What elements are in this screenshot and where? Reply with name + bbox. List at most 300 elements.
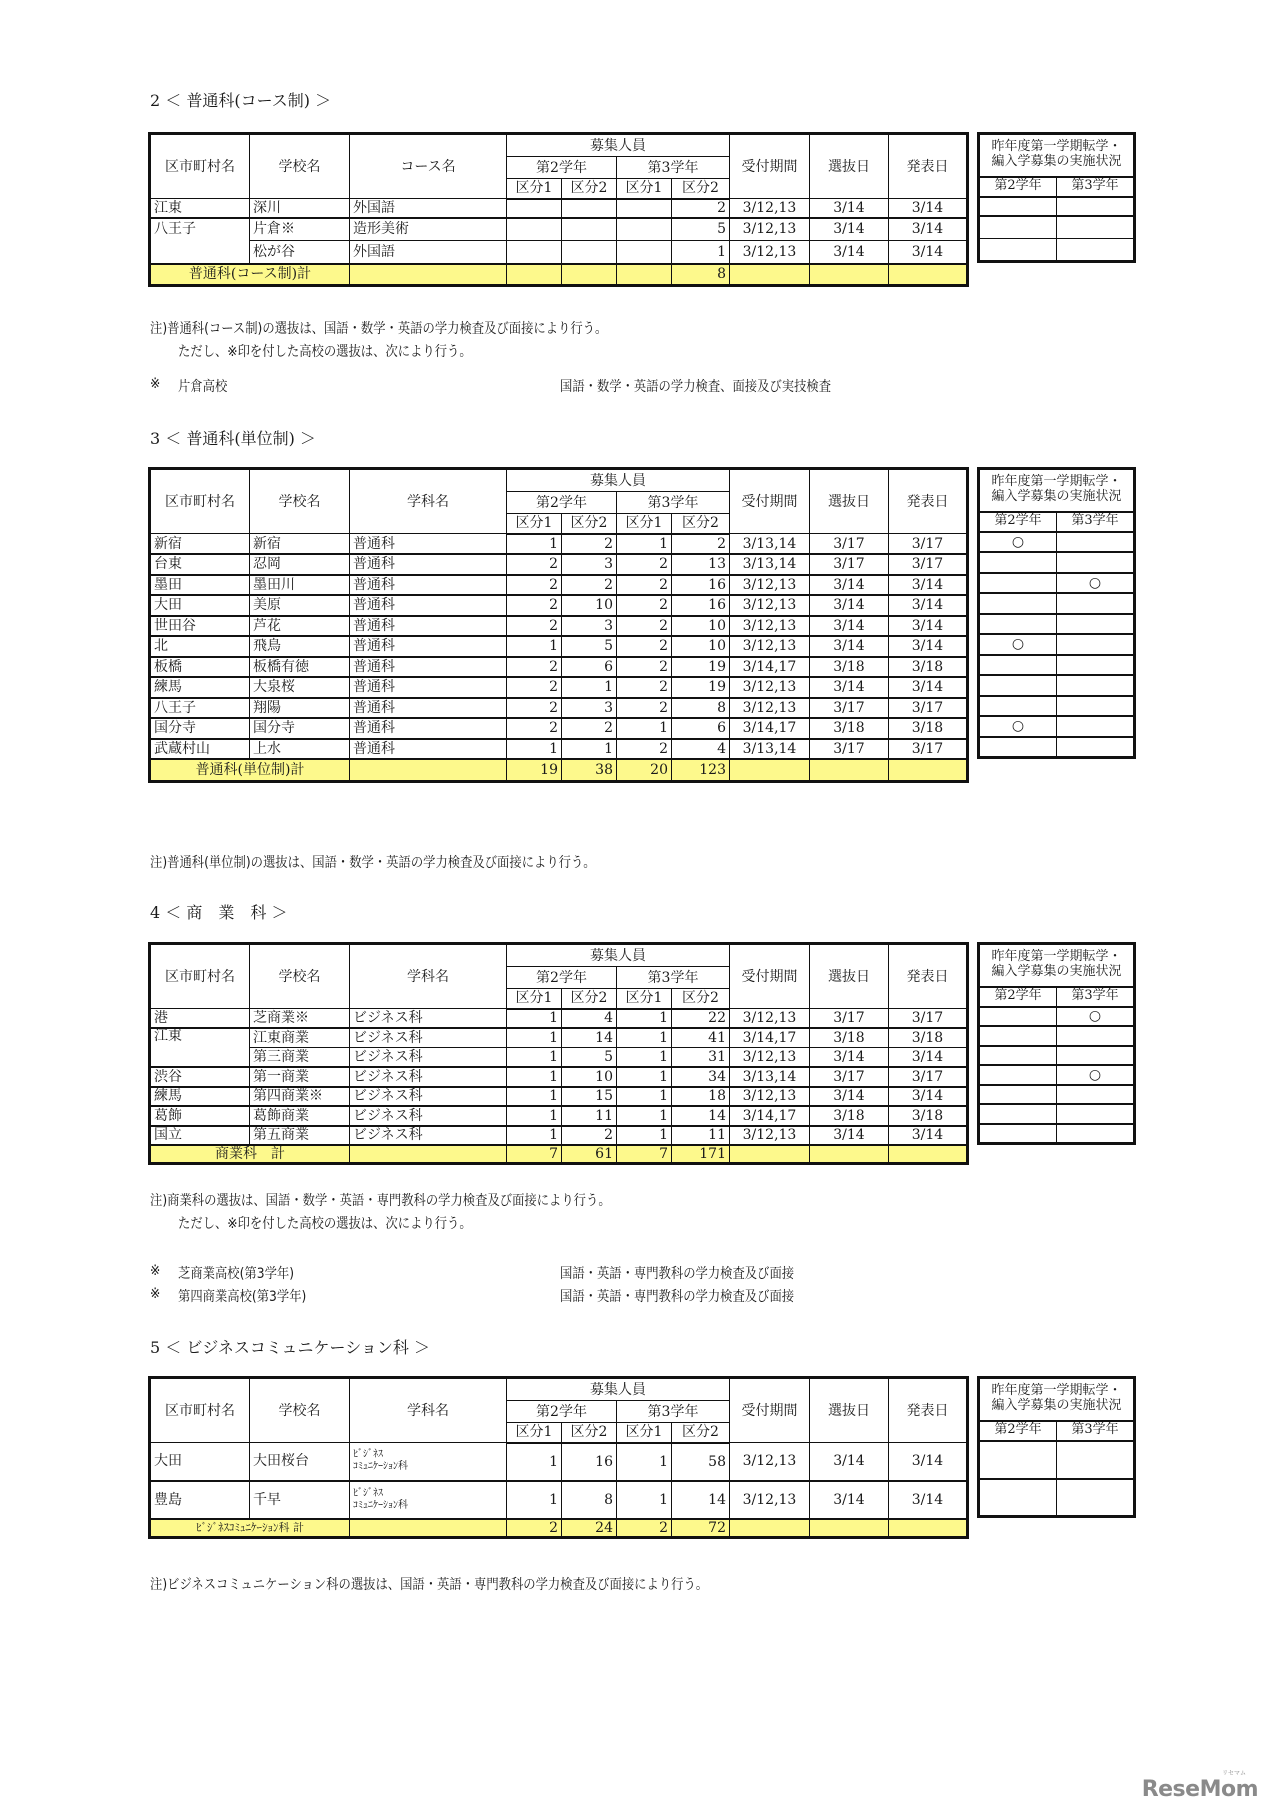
header-reception: 受付期間 bbox=[730, 134, 810, 199]
cell-g3d1: 1 bbox=[617, 1087, 672, 1107]
table-row bbox=[150, 1481, 968, 1519]
side-row bbox=[979, 1065, 1135, 1085]
cell-g3d2: 2 bbox=[672, 534, 730, 555]
cell-g3d2: 11 bbox=[672, 1126, 730, 1146]
cell-selection: 3/17 bbox=[810, 739, 889, 760]
header-grade3: 第3学年 bbox=[617, 1401, 730, 1423]
cell-g2d2: 5 bbox=[562, 636, 617, 657]
cell-course: 造形美術 bbox=[350, 218, 507, 241]
table-row bbox=[150, 1009, 968, 1029]
header-reception: 受付期間 bbox=[730, 469, 810, 534]
cell-school: 上水 bbox=[250, 739, 350, 760]
header-selection-date: 選抜日 bbox=[810, 944, 889, 1009]
table-row bbox=[150, 1443, 968, 1481]
cell-g2d2 bbox=[562, 199, 617, 218]
header-announce-date: 発表日 bbox=[889, 944, 968, 1009]
cell-school: 飛鳥 bbox=[250, 636, 350, 657]
cell-g2d2: 2 bbox=[562, 718, 617, 739]
total-empty bbox=[810, 1519, 889, 1538]
header-municipality: 区市町村名 bbox=[150, 1378, 250, 1443]
special-mark: ※ bbox=[150, 376, 161, 392]
cell-reception: 3/12,13 bbox=[730, 1009, 810, 1029]
cell-g3d2: 16 bbox=[672, 595, 730, 616]
cell-school: 第四商業※ bbox=[250, 1087, 350, 1107]
side-cell-grade2 bbox=[979, 552, 1057, 573]
cell-school: 大泉桜 bbox=[250, 677, 350, 698]
cell-g2d1: 2 bbox=[507, 616, 562, 637]
cell-school: 深川 bbox=[250, 199, 350, 218]
cell-g2d1: 2 bbox=[507, 575, 562, 596]
side-row bbox=[979, 696, 1135, 717]
cell-g2d2: 10 bbox=[562, 595, 617, 616]
cell-selection: 3/14 bbox=[810, 616, 889, 637]
cell-g3d2: 31 bbox=[672, 1048, 730, 1068]
header-g2-div2: 区分2 bbox=[562, 179, 617, 199]
side-header-grade3: 第3学年 bbox=[1057, 987, 1135, 1007]
cell-selection: 3/17 bbox=[810, 698, 889, 719]
side-cell-grade3 bbox=[1057, 1046, 1135, 1066]
header-selection-date: 選抜日 bbox=[810, 1378, 889, 1443]
side-cell-grade2: ○ bbox=[979, 716, 1057, 737]
cell-g2d2: 15 bbox=[562, 1087, 617, 1107]
cell-municipality: 国立 bbox=[150, 1126, 250, 1146]
cell-g2d2: 3 bbox=[562, 554, 617, 575]
cell-g3d2: 34 bbox=[672, 1067, 730, 1087]
cell-department: ビジネス科 bbox=[350, 1028, 507, 1048]
cell-department: ビジネス科 bbox=[350, 1067, 507, 1087]
side-title bbox=[979, 944, 1135, 987]
cell-g2d2: 4 bbox=[562, 1009, 617, 1029]
section-5-note-1: 注)ビジネスコミュニケーション科の選抜は、国語・英語・専門教科の学力検査及び面接により行う。 bbox=[150, 1577, 709, 1593]
table-row bbox=[150, 677, 968, 698]
cell-announce: 3/14 bbox=[889, 575, 968, 596]
total-empty bbox=[350, 1145, 507, 1163]
side-cell-grade2 bbox=[979, 1085, 1057, 1105]
side-row bbox=[979, 675, 1135, 696]
cell-g2d1: 1 bbox=[507, 1028, 562, 1048]
total-empty bbox=[889, 1519, 968, 1538]
cell-department: ビジネス科 bbox=[350, 1009, 507, 1029]
header-course: コース名 bbox=[350, 134, 507, 199]
cell-department: 普通科 bbox=[350, 698, 507, 719]
cell-announce: 3/17 bbox=[889, 739, 968, 760]
cell-reception: 3/13,14 bbox=[730, 554, 810, 575]
cell-selection: 3/18 bbox=[810, 1028, 889, 1048]
header-recruit: 募集人員 bbox=[507, 134, 730, 157]
cell-reception: 3/12,13 bbox=[730, 575, 810, 596]
cell-announce: 3/14 bbox=[889, 241, 968, 264]
cell-school: 芦花 bbox=[250, 616, 350, 637]
department-line1: ﾋﾞｼﾞﾈｽ bbox=[353, 1449, 383, 1461]
cell-g3d2: 14 bbox=[672, 1481, 730, 1519]
header-school: 学校名 bbox=[250, 134, 350, 199]
side-cell-grade3 bbox=[1057, 216, 1135, 239]
section-2-note-1: 注)普通科(コース制)の選抜は、国語・数学・英語の学力検査及び面接により行う。 bbox=[150, 321, 608, 337]
header-grade2: 第2学年 bbox=[507, 967, 617, 989]
cell-school: 葛飾商業 bbox=[250, 1106, 350, 1126]
cell-selection: 3/14 bbox=[810, 1048, 889, 1068]
department-line2: ｺﾐｭﾆｹｰｼｮﾝ科 bbox=[353, 1499, 408, 1511]
cell-announce: 3/17 bbox=[889, 1009, 968, 1029]
cell-g2d1 bbox=[507, 218, 562, 241]
total-g3d1: 7 bbox=[617, 1145, 672, 1163]
total-g2d1: 19 bbox=[507, 759, 562, 781]
side-cell-grade2 bbox=[979, 1104, 1057, 1124]
total-empty bbox=[730, 1145, 810, 1163]
cell-g3d2: 19 bbox=[672, 677, 730, 698]
cell-announce: 3/18 bbox=[889, 1028, 968, 1048]
cell-g2d2: 1 bbox=[562, 677, 617, 698]
side-title-line2: 編入学募集の実施状況 bbox=[991, 154, 1122, 170]
cell-g3d1: 1 bbox=[617, 1009, 672, 1029]
special-method: 国語・数学・英語の学力検査、面接及び実技検査 bbox=[560, 379, 832, 395]
table-row bbox=[150, 1106, 968, 1126]
cell-school: 板橋有徳 bbox=[250, 657, 350, 678]
side-cell-grade3 bbox=[1057, 1479, 1135, 1517]
resemom-logo: ReseMom bbox=[1141, 1777, 1258, 1802]
cell-g3d2: 2 bbox=[672, 199, 730, 218]
cell-g2d2 bbox=[562, 218, 617, 241]
cell-municipality: 江東 bbox=[150, 199, 250, 218]
cell-selection: 3/18 bbox=[810, 657, 889, 678]
cell-g3d2: 10 bbox=[672, 636, 730, 657]
cell-school: 忍岡 bbox=[250, 554, 350, 575]
cell-g2d1: 1 bbox=[507, 1009, 562, 1029]
cell-g2d1: 1 bbox=[507, 1106, 562, 1126]
cell-announce: 3/18 bbox=[889, 1106, 968, 1126]
cell-department: 普通科 bbox=[350, 636, 507, 657]
cell-municipality: 練馬 bbox=[150, 677, 250, 698]
section-4-note-1: 注)商業科の選抜は、国語・数学・英語・専門教科の学力検査及び面接により行う。 bbox=[150, 1193, 611, 1209]
cell-municipality: 武蔵村山 bbox=[150, 739, 250, 760]
total-empty bbox=[730, 1519, 810, 1538]
header-department: 学科名 bbox=[350, 469, 507, 534]
cell-reception: 3/12,13 bbox=[730, 218, 810, 241]
cell-selection: 3/17 bbox=[810, 534, 889, 555]
cell-g2d1: 1 bbox=[507, 1048, 562, 1068]
header-grade2: 第2学年 bbox=[507, 157, 617, 179]
side-cell-grade2 bbox=[979, 197, 1057, 216]
cell-school: 大田桜台 bbox=[250, 1443, 350, 1481]
cell-g3d1: 2 bbox=[617, 554, 672, 575]
header-g3-div1: 区分1 bbox=[617, 1423, 672, 1443]
cell-department: 普通科 bbox=[350, 616, 507, 637]
cell-municipality: 練馬 bbox=[150, 1087, 250, 1107]
cell-selection: 3/17 bbox=[810, 1009, 889, 1029]
cell-selection: 3/18 bbox=[810, 718, 889, 739]
cell-school: 第三商業 bbox=[250, 1048, 350, 1068]
total-row bbox=[150, 1519, 968, 1538]
department-line2: ｺﾐｭﾆｹｰｼｮﾝ科 bbox=[353, 1461, 408, 1473]
side-cell-grade2 bbox=[979, 1007, 1057, 1027]
total-g3d2: 171 bbox=[672, 1145, 730, 1163]
section-5-side-table bbox=[977, 1376, 1136, 1518]
side-cell-grade3: ○ bbox=[1057, 1065, 1135, 1085]
side-cell-grade3: ○ bbox=[1057, 573, 1135, 594]
total-g2d1: 2 bbox=[507, 1519, 562, 1538]
total-empty bbox=[350, 1519, 507, 1538]
cell-g3d1: 2 bbox=[617, 575, 672, 596]
cell-department: 普通科 bbox=[350, 534, 507, 555]
cell-department bbox=[350, 1443, 507, 1481]
total-label: ﾋﾞｼﾞﾈｽｺﾐｭﾆｹｰｼｮﾝ科 計 bbox=[150, 1519, 350, 1538]
cell-announce: 3/14 bbox=[889, 199, 968, 218]
section-3-table bbox=[148, 467, 969, 783]
cell-g2d1: 2 bbox=[507, 718, 562, 739]
cell-announce: 3/17 bbox=[889, 534, 968, 555]
cell-announce: 3/18 bbox=[889, 657, 968, 678]
cell-municipality: 北 bbox=[150, 636, 250, 657]
total-empty bbox=[730, 759, 810, 781]
section-4-note-2: ただし、※印を付した高校の選抜は、次により行う。 bbox=[178, 1216, 472, 1232]
total-label: 商業科 計 bbox=[150, 1145, 350, 1163]
side-cell-grade2 bbox=[979, 737, 1057, 758]
table-row bbox=[150, 534, 968, 555]
header-announce-date: 発表日 bbox=[889, 1378, 968, 1443]
header-g2-div2: 区分2 bbox=[562, 514, 617, 534]
table-row bbox=[150, 698, 968, 719]
cell-reception: 3/12,13 bbox=[730, 595, 810, 616]
cell-g2d1: 1 bbox=[507, 534, 562, 555]
header-g2-div1: 区分1 bbox=[507, 514, 562, 534]
cell-municipality: 大田 bbox=[150, 595, 250, 616]
cell-g3d2: 5 bbox=[672, 218, 730, 241]
side-header-grade2: 第2学年 bbox=[979, 1421, 1057, 1441]
side-row bbox=[979, 1007, 1135, 1027]
side-cell-grade2 bbox=[979, 1065, 1057, 1085]
section-3-heading: 3 ＜ 普通科(単位制) ＞ bbox=[150, 429, 316, 448]
side-row bbox=[979, 1085, 1135, 1105]
cell-municipality: 港 bbox=[150, 1009, 250, 1029]
side-row bbox=[979, 573, 1135, 594]
side-row bbox=[979, 1026, 1135, 1046]
header-g2-div1: 区分1 bbox=[507, 989, 562, 1009]
header-announce-date: 発表日 bbox=[889, 134, 968, 199]
header-recruit: 募集人員 bbox=[507, 469, 730, 492]
side-cell-grade2 bbox=[979, 239, 1057, 262]
cell-course: 外国語 bbox=[350, 241, 507, 264]
header-school: 学校名 bbox=[250, 944, 350, 1009]
total-g3d1: 2 bbox=[617, 1519, 672, 1538]
cell-school: 江東商業 bbox=[250, 1028, 350, 1048]
cell-school: 墨田川 bbox=[250, 575, 350, 596]
side-cell-grade3: ○ bbox=[1057, 1007, 1135, 1027]
cell-g3d2: 6 bbox=[672, 718, 730, 739]
cell-reception: 3/12,13 bbox=[730, 199, 810, 218]
cell-g3d1: 2 bbox=[617, 636, 672, 657]
side-cell-grade3 bbox=[1057, 737, 1135, 758]
cell-selection: 3/14 bbox=[810, 241, 889, 264]
cell-school: 国分寺 bbox=[250, 718, 350, 739]
header-department: 学科名 bbox=[350, 944, 507, 1009]
cell-announce: 3/18 bbox=[889, 718, 968, 739]
table-row bbox=[150, 199, 968, 218]
cell-selection: 3/18 bbox=[810, 1106, 889, 1126]
header-recruit: 募集人員 bbox=[507, 1378, 730, 1401]
header-selection-date: 選抜日 bbox=[810, 469, 889, 534]
special-school: 芝商業高校(第3学年) bbox=[178, 1266, 295, 1282]
cell-announce: 3/17 bbox=[889, 554, 968, 575]
section-2-table bbox=[148, 132, 969, 287]
total-empty bbox=[889, 1145, 968, 1163]
header-g3-div2: 区分2 bbox=[672, 179, 730, 199]
section-2-heading: 2 ＜ 普通科(コース制) ＞ bbox=[150, 91, 332, 110]
cell-course: 外国語 bbox=[350, 199, 507, 218]
total-g2d2 bbox=[562, 264, 617, 286]
cell-municipality: 葛飾 bbox=[150, 1106, 250, 1126]
header-selection-date: 選抜日 bbox=[810, 134, 889, 199]
cell-g3d2: 4 bbox=[672, 739, 730, 760]
cell-selection: 3/14 bbox=[810, 1443, 889, 1481]
special-school: 第四商業高校(第3学年) bbox=[178, 1289, 307, 1305]
cell-g2d1: 2 bbox=[507, 657, 562, 678]
cell-reception: 3/14,17 bbox=[730, 1028, 810, 1048]
side-row bbox=[979, 737, 1135, 758]
cell-g3d2: 14 bbox=[672, 1106, 730, 1126]
cell-municipality: 八王子 bbox=[150, 698, 250, 719]
cell-g2d1: 2 bbox=[507, 554, 562, 575]
cell-g3d1: 2 bbox=[617, 657, 672, 678]
cell-g3d2: 1 bbox=[672, 241, 730, 264]
cell-g3d1: 1 bbox=[617, 1028, 672, 1048]
cell-school: 美原 bbox=[250, 595, 350, 616]
cell-municipality: 新宿 bbox=[150, 534, 250, 555]
total-label: 普通科(コース制)計 bbox=[150, 264, 350, 286]
department-line1: ﾋﾞｼﾞﾈｽ bbox=[353, 1487, 383, 1499]
cell-department bbox=[350, 1481, 507, 1519]
cell-g2d2: 14 bbox=[562, 1028, 617, 1048]
section-5-table bbox=[148, 1376, 969, 1539]
side-header-grade2: 第2学年 bbox=[979, 512, 1057, 532]
side-cell-grade2 bbox=[979, 1046, 1057, 1066]
cell-g3d2: 18 bbox=[672, 1087, 730, 1107]
cell-g2d1: 1 bbox=[507, 1087, 562, 1107]
header-g3-div2: 区分2 bbox=[672, 1423, 730, 1443]
header-g2-div2: 区分2 bbox=[562, 989, 617, 1009]
side-cell-grade3 bbox=[1057, 614, 1135, 635]
table-row bbox=[150, 595, 968, 616]
section-4-table bbox=[148, 942, 969, 1165]
cell-g2d1: 1 bbox=[507, 636, 562, 657]
header-grade2: 第2学年 bbox=[507, 1401, 617, 1423]
cell-g3d1: 1 bbox=[617, 1106, 672, 1126]
cell-announce: 3/14 bbox=[889, 616, 968, 637]
side-title-line2: 編入学募集の実施状況 bbox=[991, 1398, 1122, 1414]
cell-announce: 3/14 bbox=[889, 636, 968, 657]
cell-g3d1: 2 bbox=[617, 595, 672, 616]
side-cell-grade3 bbox=[1057, 532, 1135, 553]
header-g3-div1: 区分1 bbox=[617, 989, 672, 1009]
cell-g3d1: 1 bbox=[617, 1481, 672, 1519]
cell-g2d2: 8 bbox=[562, 1481, 617, 1519]
cell-announce: 3/14 bbox=[889, 1443, 968, 1481]
cell-department: ビジネス科 bbox=[350, 1106, 507, 1126]
total-empty bbox=[350, 264, 507, 286]
section-3-note-1: 注)普通科(単位制)の選抜は、国語・数学・英語の学力検査及び面接により行う。 bbox=[150, 855, 596, 871]
table-row bbox=[150, 1028, 968, 1048]
cell-department: ビジネス科 bbox=[350, 1048, 507, 1068]
cell-g3d2: 8 bbox=[672, 698, 730, 719]
side-cell-grade3 bbox=[1057, 655, 1135, 676]
cell-school: 芝商業※ bbox=[250, 1009, 350, 1029]
cell-g3d1: 1 bbox=[617, 534, 672, 555]
cell-g3d2: 19 bbox=[672, 657, 730, 678]
section-2-side-table bbox=[977, 132, 1136, 263]
total-g3d1: 20 bbox=[617, 759, 672, 781]
cell-g3d2: 16 bbox=[672, 575, 730, 596]
side-header-grade3: 第3学年 bbox=[1057, 177, 1135, 197]
side-title bbox=[979, 469, 1135, 512]
cell-g2d2 bbox=[562, 241, 617, 264]
cell-reception: 3/12,13 bbox=[730, 1087, 810, 1107]
side-cell-grade2 bbox=[979, 216, 1057, 239]
side-title-line1: 昨年度第一学期転学・ bbox=[991, 949, 1122, 965]
cell-g2d2: 3 bbox=[562, 616, 617, 637]
cell-g2d1 bbox=[507, 199, 562, 218]
side-cell-grade3 bbox=[1057, 552, 1135, 573]
side-cell-grade2 bbox=[979, 614, 1057, 635]
side-header-grade3: 第3学年 bbox=[1057, 512, 1135, 532]
side-cell-grade3 bbox=[1057, 197, 1135, 216]
side-cell-grade3 bbox=[1057, 634, 1135, 655]
side-title bbox=[979, 134, 1135, 177]
cell-reception: 3/13,14 bbox=[730, 1067, 810, 1087]
side-row bbox=[979, 1124, 1135, 1144]
side-cell-grade3 bbox=[1057, 716, 1135, 737]
side-header-grade2: 第2学年 bbox=[979, 177, 1057, 197]
table-row bbox=[150, 616, 968, 637]
table-row bbox=[150, 241, 968, 264]
header-school: 学校名 bbox=[250, 469, 350, 534]
cell-reception: 3/13,14 bbox=[730, 534, 810, 555]
side-cell-grade3 bbox=[1057, 1441, 1135, 1479]
cell-g2d1: 1 bbox=[507, 739, 562, 760]
side-cell-grade2 bbox=[979, 696, 1057, 717]
cell-g3d2: 41 bbox=[672, 1028, 730, 1048]
cell-municipality: 墨田 bbox=[150, 575, 250, 596]
side-header-grade3: 第3学年 bbox=[1057, 1421, 1135, 1441]
cell-announce: 3/17 bbox=[889, 1067, 968, 1087]
cell-announce: 3/14 bbox=[889, 677, 968, 698]
total-row bbox=[150, 264, 968, 286]
cell-municipality: 大田 bbox=[150, 1443, 250, 1481]
cell-g3d2: 58 bbox=[672, 1443, 730, 1481]
side-row bbox=[979, 552, 1135, 573]
special-school: 片倉高校 bbox=[178, 379, 228, 395]
total-empty bbox=[889, 264, 968, 286]
cell-reception: 3/12,13 bbox=[730, 636, 810, 657]
cell-g3d2: 22 bbox=[672, 1009, 730, 1029]
cell-g2d2: 10 bbox=[562, 1067, 617, 1087]
cell-selection: 3/14 bbox=[810, 1481, 889, 1519]
cell-municipality: 豊島 bbox=[150, 1481, 250, 1519]
cell-g2d1 bbox=[507, 241, 562, 264]
cell-reception: 3/14,17 bbox=[730, 718, 810, 739]
side-row bbox=[979, 655, 1135, 676]
section-4-side-table bbox=[977, 942, 1136, 1145]
cell-g2d2: 2 bbox=[562, 534, 617, 555]
cell-school: 翔陽 bbox=[250, 698, 350, 719]
side-title-line1: 昨年度第一学期転学・ bbox=[991, 1383, 1122, 1399]
cell-announce: 3/14 bbox=[889, 1048, 968, 1068]
side-cell-grade2 bbox=[979, 1124, 1057, 1144]
section-5-heading: 5 ＜ ビジネスコミュニケーション科 ＞ bbox=[150, 1338, 430, 1357]
side-cell-grade2 bbox=[979, 573, 1057, 594]
cell-municipality: 江東 bbox=[150, 1028, 250, 1067]
cell-reception: 3/12,13 bbox=[730, 1126, 810, 1146]
total-g2d1 bbox=[507, 264, 562, 286]
side-row bbox=[979, 593, 1135, 614]
